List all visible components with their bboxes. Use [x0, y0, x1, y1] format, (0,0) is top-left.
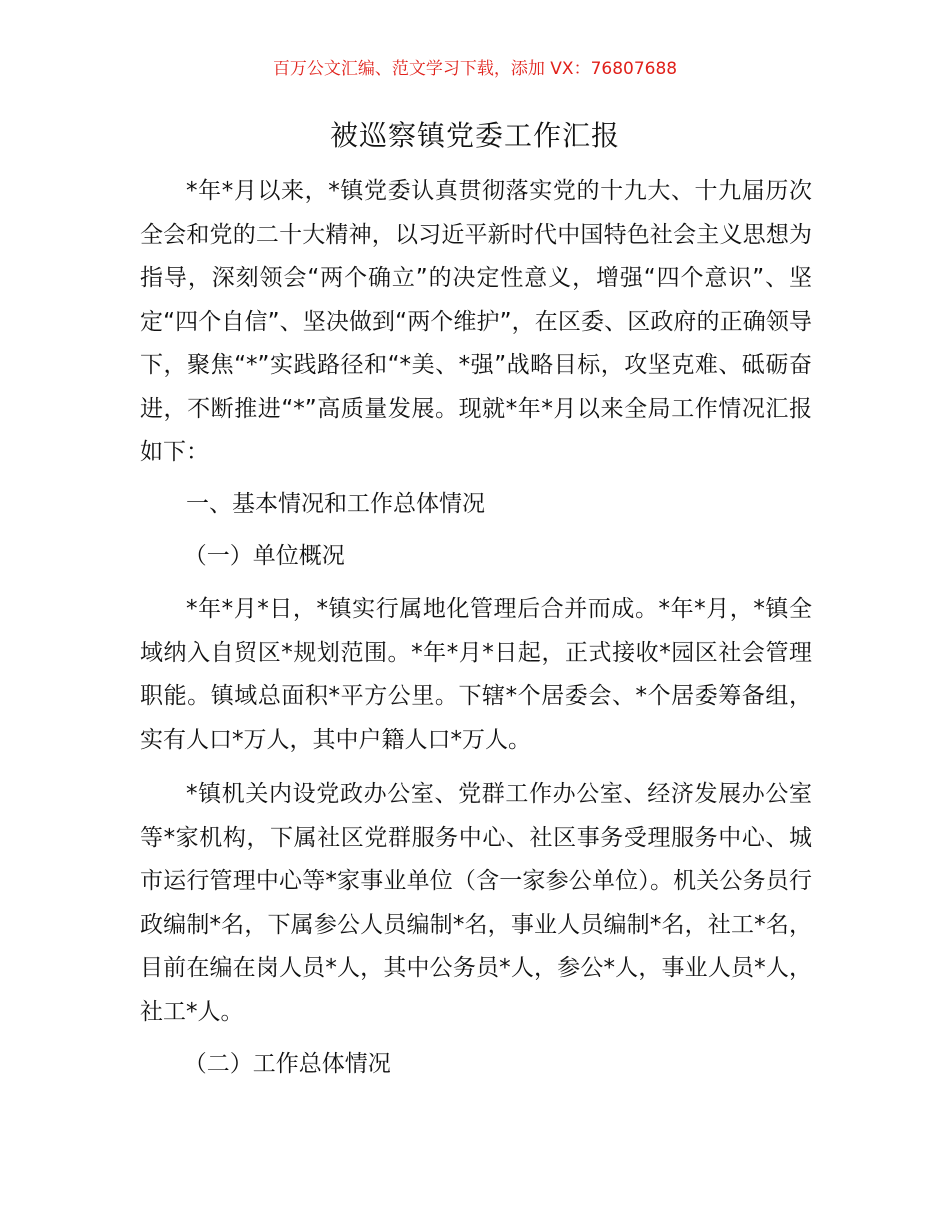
document-title: 被巡察镇党委工作汇报 [329, 119, 620, 152]
intro-paragraph: *年*月以来，*镇党委认真贯彻落实党的十九大、十九届历次全会和党的二十大精神，以习近平新时代中国特色社会主义思想为指导，深刻领会“两个确立”的决定性意义，增强“四个意识”、坚定“四个自信”、坚决做到“两个维护”，在区委、区政府的正确领导下，聚焦“*”实践路径和“*美、*强”战略目标，攻坚克难、砥砺奋进，不断推进“*”高质量发展。现就*年*月以来全局工作情况汇报如下： [140, 178, 812, 465]
overview-paragraph: *年*月*日，*镇实行属地化管理后合并而成。*年*月，*镇全域纳入自贸区*规划范围。*年*月*日起，正式接收*园区社会管理职能。镇域总面积*平方公里。下辖*个居委会、*个居委筹备组，实有人口*万人，其中户籍人口*万人。 [140, 596, 812, 753]
watermark-text: 百万公文汇编、范文学习下载，添加 VX：76807688 [272, 59, 678, 79]
subsection-heading-unit-overview: （一）单位概况 [183, 543, 345, 569]
subsection-heading-overall-work: （二）工作总体情况 [183, 1051, 391, 1077]
section-heading-basic-info: 一、基本情况和工作总体情况 [186, 491, 485, 517]
organization-paragraph: *镇机关内设党政办公室、党群工作办公室、经济发展办公室等*家机构，下属社区党群服务中心、社区事务受理服务中心、城市运行管理中心等*家事业单位（含一家参公单位）。机关公务员行政编制*名，下属参公人员编制*名，事业人员编制*名，社工*名，目前在编在岗人员*人，其中公务员*人，参公*人，事业人员*人，社工*人。 [140, 781, 812, 1025]
